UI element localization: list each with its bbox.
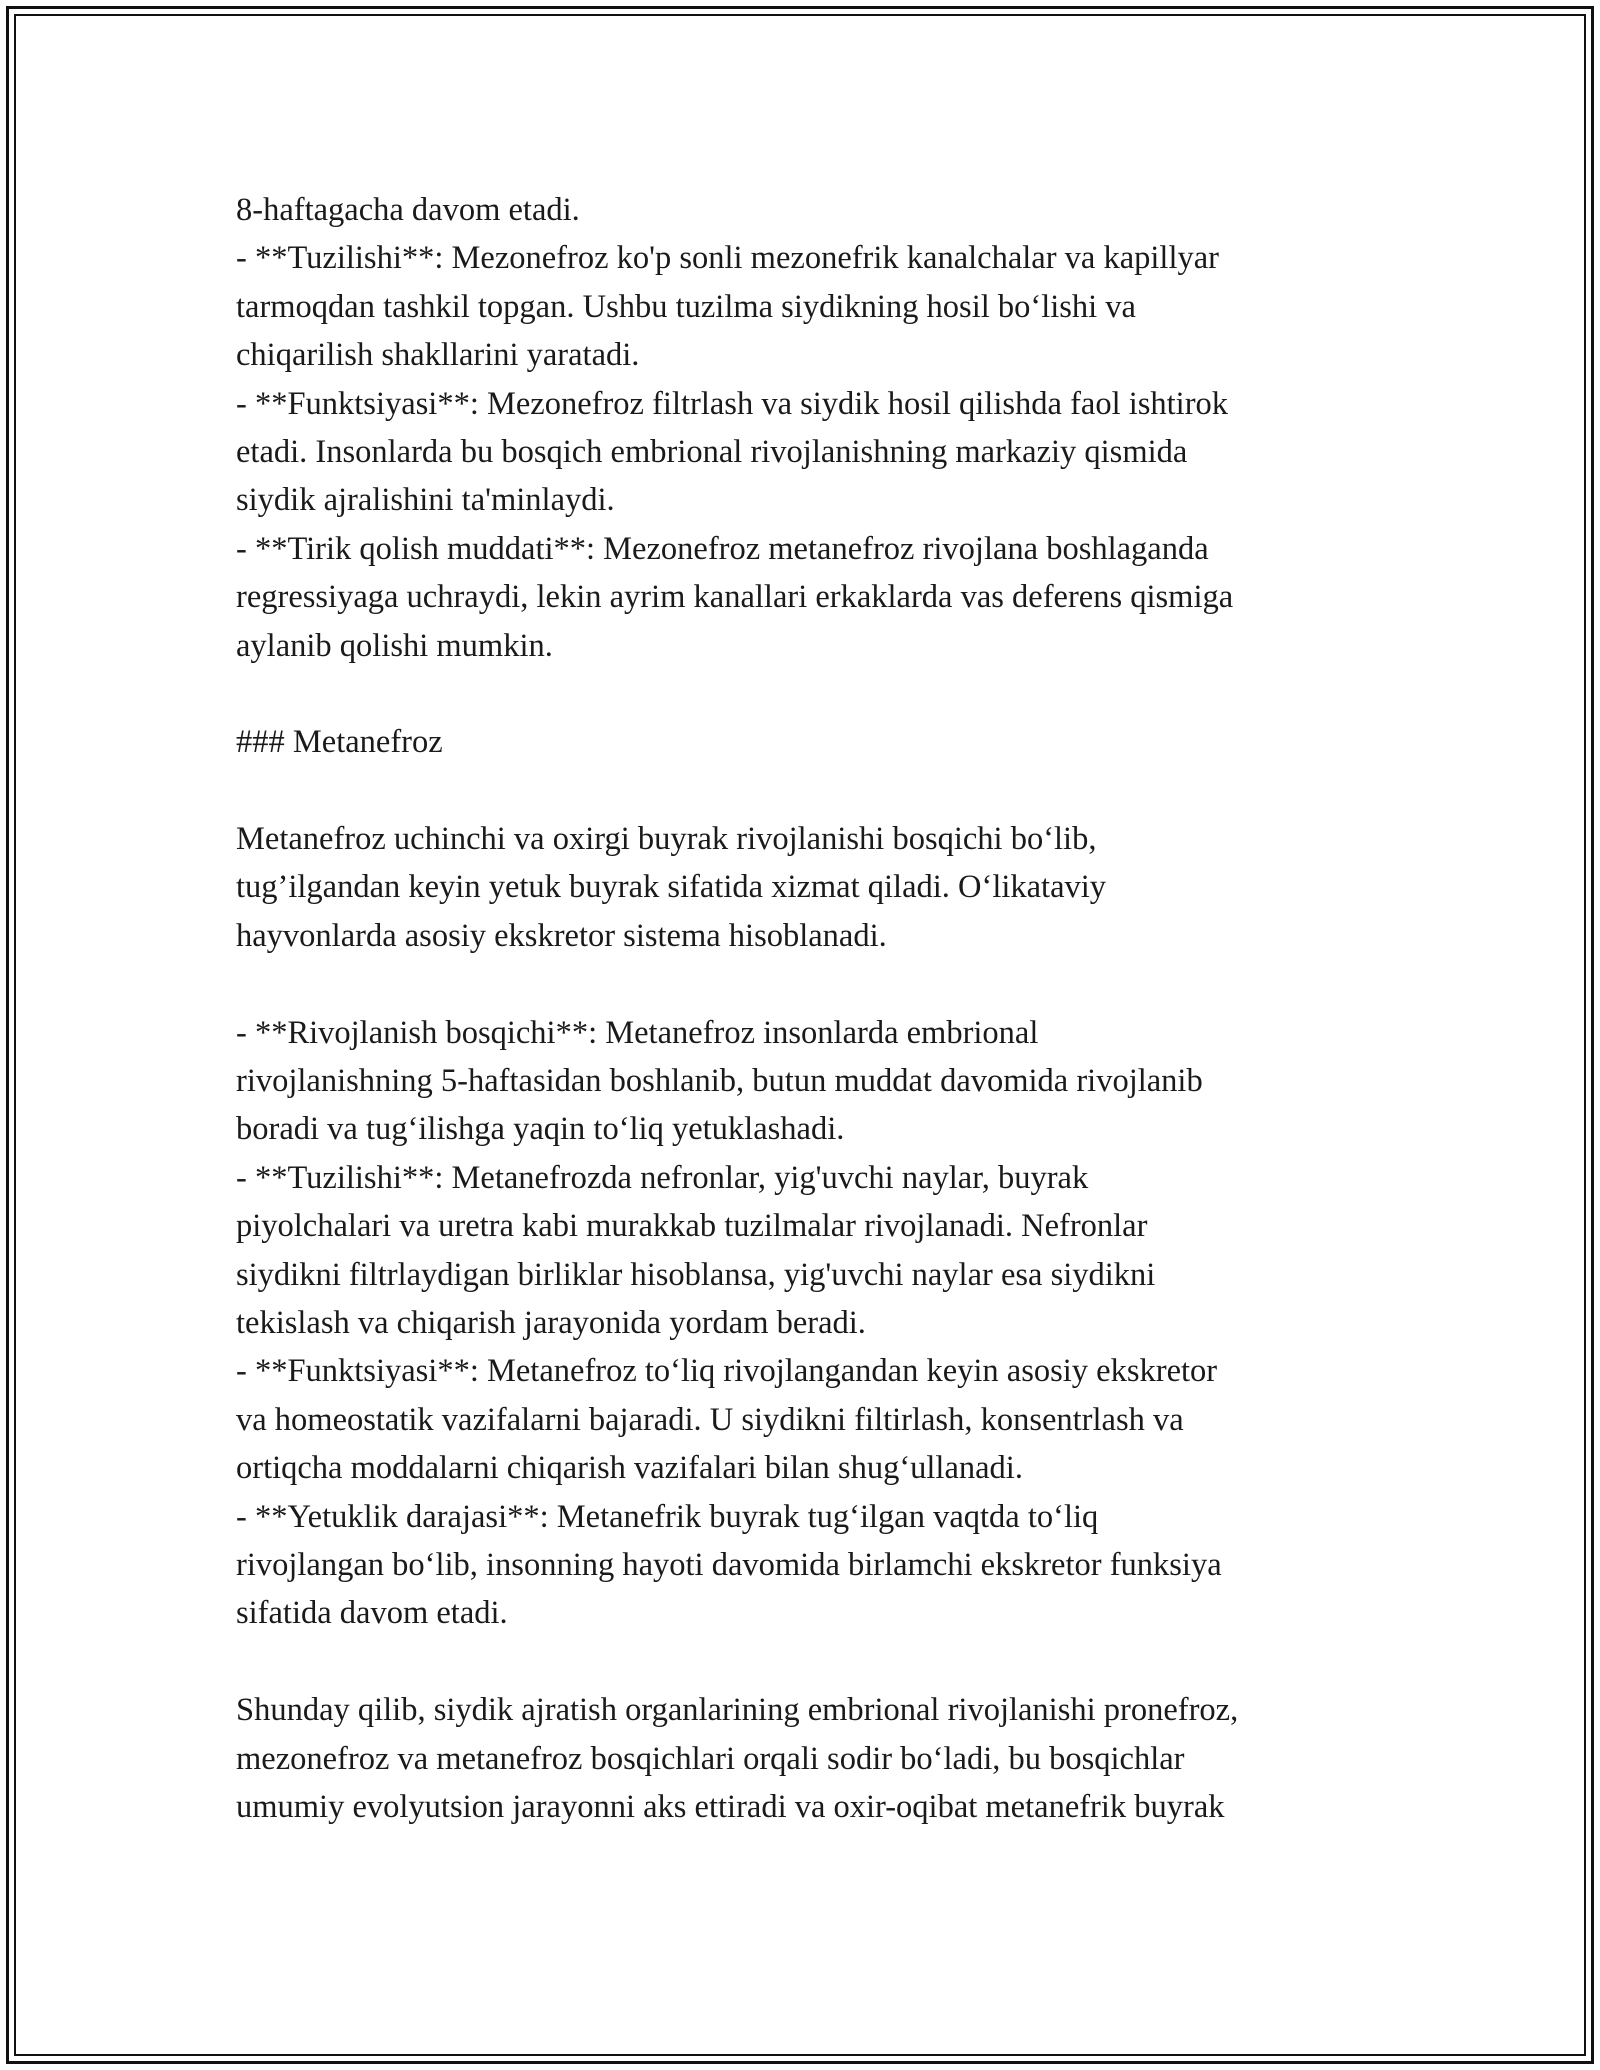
paragraph-line: umumiy evolyutsion jarayonni aks ettiradi va oxir-oqibat metanefrik buyrak xyxy=(236,1788,1225,1825)
list-item-funktsiyasi: - **Funktsiyasi**: Mezonefroz filtrlash va siydik hosil qilishda faol ishtirok xyxy=(236,385,1229,422)
paragraph-line: mezonefroz va metanefroz bosqichlari orqali sodir bo‘ladi, bu bosqichlar xyxy=(236,1740,1185,1777)
text-line: siydik ajralishini ta'minlaydi. xyxy=(236,482,615,519)
paragraph-line: tug’ilgandan keyin yetuk buyrak sifatida xizmat qiladi. O‘likataviy xyxy=(236,869,1107,906)
blank-line xyxy=(236,670,1436,718)
paragraph-line: hayvonlarda asosiy ekskretor sistema hisoblanadi. xyxy=(236,917,887,954)
text-line: va homeostatik vazifalarni bajaradi. U siydikni filtirlash, konsentrlash va xyxy=(236,1401,1184,1438)
blank-line xyxy=(236,767,1436,815)
section-heading: ### Metanefroz xyxy=(236,724,443,761)
blank-line xyxy=(236,960,1436,1008)
paragraph-line: Shunday qilib, siydik ajratish organlarining embrional rivojlanishi pronefroz, xyxy=(236,1692,1239,1729)
paragraph-line: Metanefroz uchinchi va oxirgi buyrak rivojlanishi bosqichi bo‘lib, xyxy=(236,821,1097,858)
blank-line xyxy=(236,1638,1436,1686)
list-item-tuzilishi: - **Tuzilishi**: Mezonefroz ko'p sonli mezonefrik kanalchalar va kapillyar xyxy=(236,240,1219,277)
document-body xyxy=(236,186,1436,1831)
text-line: aylanib qolishi mumkin. xyxy=(236,627,553,664)
text-line: rivojlangan bo‘lib, insonning hayoti davomida birlamchi ekskretor funksiya xyxy=(236,1546,1222,1583)
list-item-tirik-qolish: - **Tirik qolish muddati**: Mezonefroz metanefroz rivojlana boshlaganda xyxy=(236,530,1209,567)
text-line: boradi va tug‘ilishga yaqin to‘liq yetuklashadi. xyxy=(236,1111,845,1148)
text-line: 8-haftagacha davom etadi. xyxy=(236,192,580,228)
text-line: piyolchalari va uretra kabi murakkab tuzilmalar rivojlanadi. Nefronlar xyxy=(236,1208,1148,1245)
text-line: rivojlanishning 5-haftasidan boshlanib, butun muddat davomida rivojlanib xyxy=(236,1063,1203,1100)
text-line: ortiqcha moddalarni chiqarish vazifalari bilan shug‘ullanadi. xyxy=(236,1450,1023,1487)
list-item-tuzilishi: - **Tuzilishi**: Metanefrozda nefronlar, yig'uvchi naylar, buyrak xyxy=(236,1159,1089,1196)
text-line: etadi. Insonlarda bu bosqich embrional rivojlanishning markaziy qismida xyxy=(236,433,1188,470)
text-line: chiqarilish shakllarini yaratadi. xyxy=(236,337,640,374)
text-line: tarmoqdan tashkil topgan. Ushbu tuzilma siydikning hosil bo‘lishi va xyxy=(236,288,1136,325)
text-line: siydikni filtrlaydigan birliklar hisoblansa, yig'uvchi naylar esa siydikni xyxy=(236,1256,1156,1293)
text-line: regressiyaga uchraydi, lekin ayrim kanallari erkaklarda vas deferens qismiga xyxy=(236,579,1234,616)
text-line: tekislash va chiqarish jarayonida yordam beradi. xyxy=(236,1304,866,1341)
list-item-rivojlanish: - **Rivojlanish bosqichi**: Metanefroz insonlarda embrional xyxy=(236,1014,1039,1051)
list-item-yetuklik: - **Yetuklik darajasi**: Metanefrik buyrak tug‘ilgan vaqtda to‘liq xyxy=(236,1498,1099,1535)
text-line: sifatida davom etadi. xyxy=(236,1595,508,1632)
list-item-funktsiyasi: - **Funktsiyasi**: Metanefroz to‘liq rivojlangandan keyin asosiy ekskretor xyxy=(236,1353,1218,1390)
